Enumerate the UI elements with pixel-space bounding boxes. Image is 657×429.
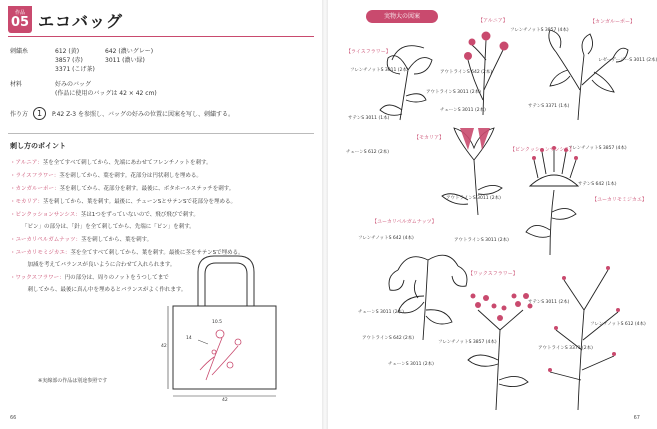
point-item: ・アルニア：茎を全てすべて刺してから、先端にあわせてフレンチノットを刺す。 — [10, 160, 212, 166]
point-item: 刺してから、最後に真ん中を埋めるとバランスがよく作れます。 — [22, 287, 187, 293]
point-item: ・カンガルーポー：茎を刺してから、花部分を刺す。最後に、ボタホールステッチを刺す。 — [10, 186, 235, 192]
badge-label: 作品 — [14, 10, 25, 16]
bag-inner-dim: 10.5 — [212, 320, 223, 325]
motif-tag-mokaria: 【モカリア】 — [414, 135, 445, 141]
stitch-annotation: フレンチノットS 3857 (4本) — [510, 28, 569, 33]
fabric-line: (作品に使用のバッグは 42 × 42 cm) — [55, 90, 157, 97]
stitch-annotation: フレンチノットS 3857 (4本) — [568, 146, 627, 151]
badge-number: 05 — [10, 15, 30, 30]
stitch-annotation: アウトラインS 3011 (2本) — [454, 238, 509, 243]
diagram-note: ※実線部の作品は別途参照です — [38, 378, 108, 384]
motif-tag-rice-flower: 【ライスフラワー】 — [346, 49, 391, 55]
point-item: 加減を考えてバランスが良いように合わせて入れられます。 — [22, 262, 176, 268]
method-label: 作り方 — [10, 111, 29, 118]
motif-tag-pincushion: 【ピンクッションサンシス】 — [510, 147, 575, 153]
motif-tag-wax-flower: 【ワックスフラワー】 — [468, 271, 518, 277]
thread-item: 3857 (赤) — [55, 57, 83, 64]
bag-width-dim: 42 — [161, 344, 167, 349]
stitch-annotation: フレンチノットS 3011 (2本) — [350, 68, 409, 73]
bag-inner-dim: 14 — [186, 336, 192, 341]
thread-item: 3011 (濃い緑) — [105, 57, 145, 64]
thread-item: 642 (濃いグレー) — [105, 48, 154, 55]
stitch-annotation: チェーンS 3011 (2本) — [388, 362, 434, 367]
stitch-annotation: アウトラインS 3011 (2本) — [446, 196, 501, 201]
motif-tag-eucalyptus-maple: 【ユーカリモミジカエ】 — [592, 197, 647, 203]
stitch-annotation: アウトラインS 642 (2本) — [440, 70, 493, 75]
stitch-annotation: アウトラインS 3011 (2本) — [426, 90, 481, 95]
left-page — [0, 0, 322, 429]
thread-label: 刺繍糸 — [10, 48, 29, 55]
point-item: ・ユーカリモミジカエ：茎を全てすべて刺してから、葉を刺す。最後に茎をサテンSで埋める。 — [10, 250, 244, 256]
point-item: 「ピン」の部分は、「針」を全て刺してから、先端に「ピン」を刺す。 — [22, 224, 195, 230]
thread-item: 612 (黄) — [55, 48, 80, 55]
stitch-annotation: サテンS 3011 (1本) — [348, 116, 390, 121]
stitch-annotation: フレンチノットS 612 (4本) — [590, 322, 646, 327]
stitch-annotation: チェーンS 3011 (2本) — [440, 108, 486, 113]
stitch-annotation: サテンS 3371 (1本) — [528, 104, 570, 109]
point-item: ・ユーカリペルガムナッツ：茎を刺してから、葉を刺す。 — [10, 237, 153, 243]
stitch-annotation: アウトラインS 642 (2本) — [362, 336, 415, 341]
stitch-annotation: フレンチノットS 642 (4本) — [358, 236, 414, 241]
stitch-annotation: アウトラインS 3371 (2本) — [538, 346, 593, 351]
embroidery-motifs — [328, 0, 650, 429]
page-number: 67 — [633, 415, 640, 421]
step-number: 1 — [33, 107, 46, 120]
stitch-annotation: チェーンS 3011 (2本) — [358, 310, 404, 315]
right-page — [328, 0, 657, 429]
stitch-annotation: フレンチノットS 3857 (4本) — [438, 340, 497, 345]
points-title: 刺し方のポイント — [10, 142, 66, 150]
fabric-line: 好みのバッグ — [55, 81, 92, 88]
bag-height-dim: 42 — [222, 398, 228, 403]
point-item: ・モカリア：茎を刺してから、葉を刺す。最後に、チェーンSとサテンSで花部分を埋める。 — [10, 199, 237, 205]
motif-tag-eucalyptus: 【ユーカリペルガムナッツ】 — [372, 219, 437, 225]
point-item: ・ピンクッションサンシス：茎は1つをずっていないので、飛び飛びで刺す。 — [10, 212, 199, 218]
method-text: P.42 Z-3 を参照し、バッグの好みの位置に図案を写し、刺繍する。 — [52, 111, 235, 118]
stitch-annotation: レゼーデージーS 3011 (2本) — [598, 58, 657, 63]
page-title: エコバッグ — [38, 12, 124, 31]
motif-tag-alnia: 【アルニア】 — [478, 18, 508, 24]
stitch-annotation: チェーンS 612 (2本) — [346, 150, 389, 155]
stitch-annotation: サテンS 3011 (2本) — [528, 300, 570, 305]
fabric-label: 材料 — [10, 81, 23, 88]
point-item: ・ライスフラワー：茎を刺してから、葉を刺す。花部分は円状刺しを埋める。 — [10, 173, 202, 179]
motif-header: 実物大の図案 — [366, 10, 438, 23]
stitch-annotation: サテンS 642 (1本) — [578, 182, 617, 187]
point-item: ・ワックスフラワー：円の部分は、周りのノットをうつしてまで — [10, 275, 169, 281]
thread-item: 3371 (こげ茶) — [55, 66, 95, 73]
bag-diagram — [0, 0, 322, 429]
motif-tag-kangaroo-paw: 【カンガルーポー】 — [590, 19, 636, 25]
page-number: 66 — [10, 415, 17, 421]
